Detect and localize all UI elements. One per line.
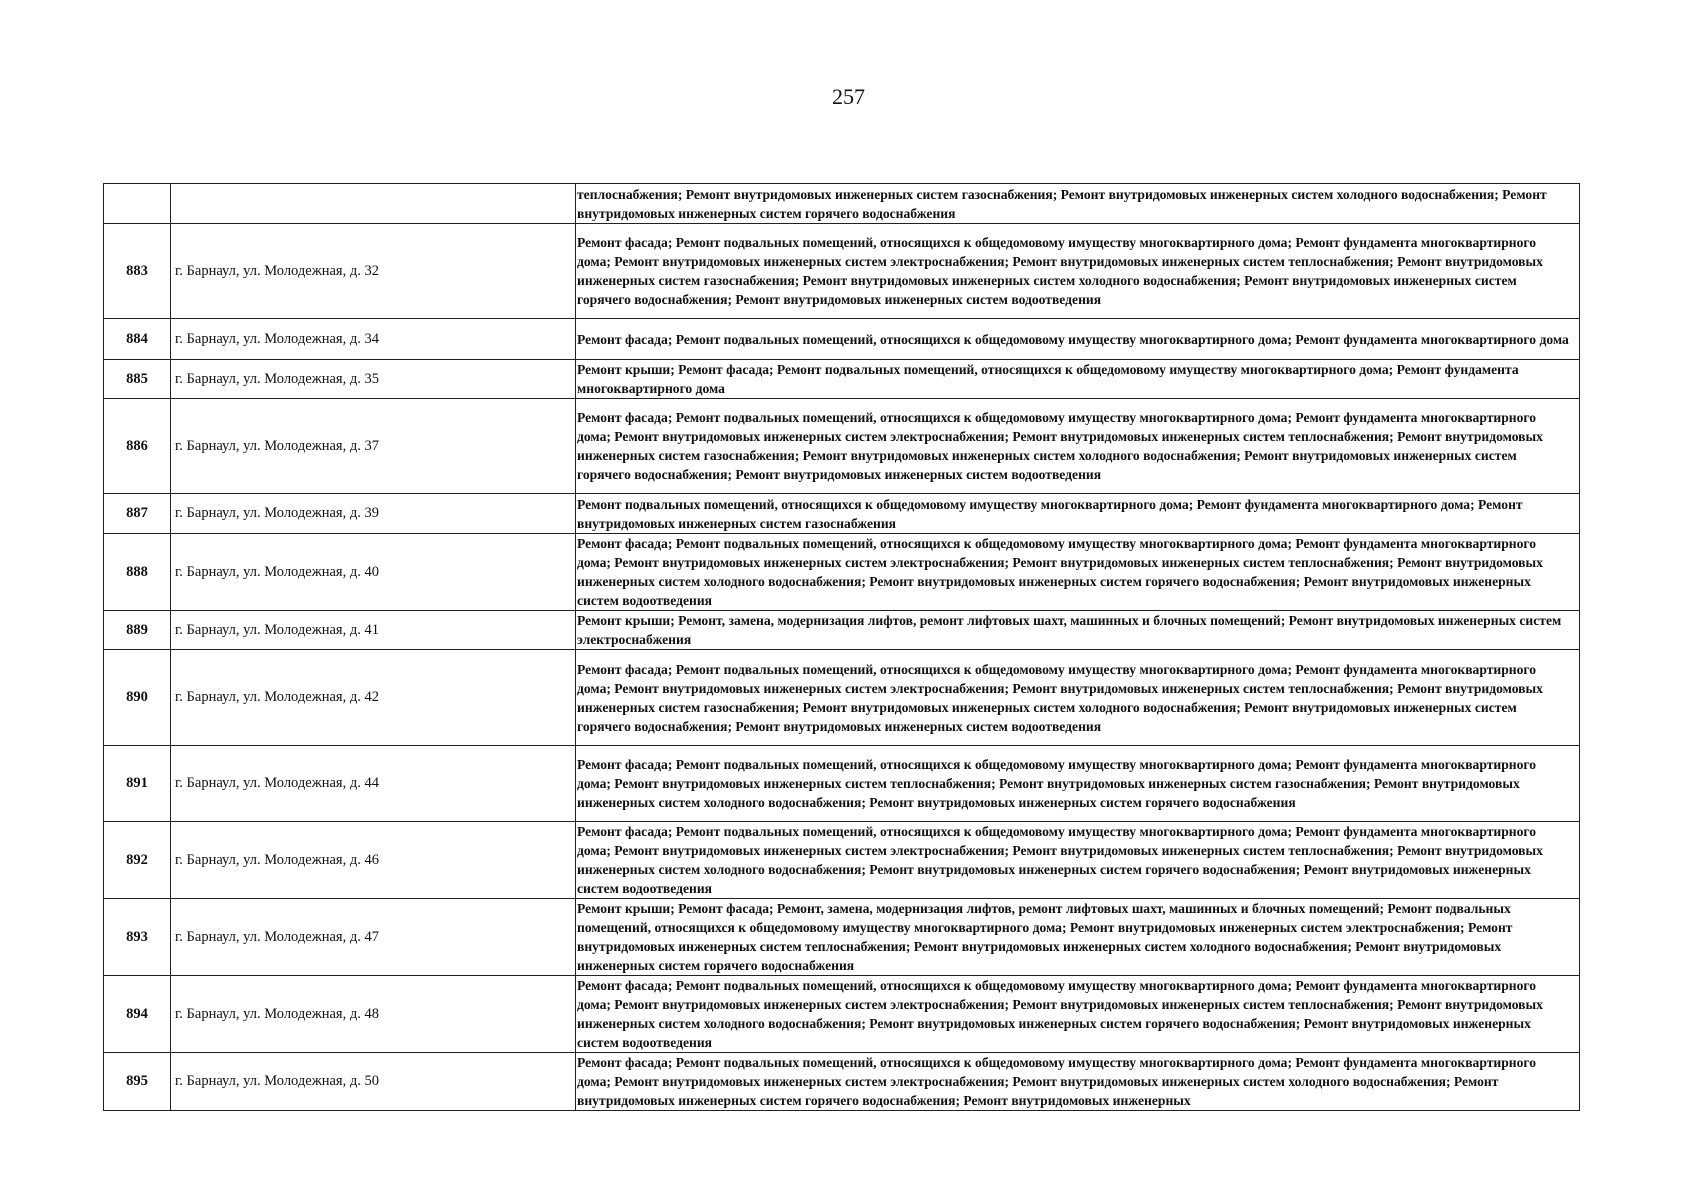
row-works: Ремонт фасада; Ремонт подвальных помещений, относящихся к общедомовому имуществу многоквартирного дома; Ремонт фундамента многоквартирного дома; Ремонт внутридомовых инженерных систем электроснабжения; Ремонт внутридомовых инженерных систем теплоснабжения; Ремонт внутридомовых инженерных систем холодного водоснабжения; Ремонт внутридомовых инженерных систем горячего водоснабжения; Ремонт внутридомовых инженерных систем водоотведения: [576, 822, 1580, 899]
table-row: [104, 611, 1580, 650]
table-row: [104, 399, 1580, 494]
row-number: 889: [104, 611, 171, 650]
row-address: г. Барнаул, ул. Молодежная, д. 40: [171, 534, 576, 611]
row-address: г. Барнаул, ул. Молодежная, д. 35: [171, 360, 576, 399]
row-address: г. Барнаул, ул. Молодежная, д. 50: [171, 1053, 576, 1111]
row-number: 886: [104, 399, 171, 494]
row-number: 892: [104, 822, 171, 899]
row-works: Ремонт крыши; Ремонт фасада; Ремонт, замена, модернизация лифтов, ремонт лифтовых шахт, машинных и блочных помещений; Ремонт подвальных помещений, относящихся к общедомовому имуществу многоквартирного дома; Ремонт внутридомовых инженерных систем электроснабжения; Ремонт внутридомовых инженерных систем теплоснабжения; Ремонт внутридомовых инженерных систем холодного водоснабжения; Ремонт внутридомовых инженерных систем горячего водоснабжения: [576, 899, 1580, 976]
row-number: 887: [104, 494, 171, 534]
row-address: г. Барнаул, ул. Молодежная, д. 44: [171, 746, 576, 822]
row-works: Ремонт фасада; Ремонт подвальных помещений, относящихся к общедомовому имуществу многоквартирного дома; Ремонт фундамента многоквартирного дома; Ремонт внутридомовых инженерных систем теплоснабжения; Ремонт внутридомовых инженерных систем газоснабжения; Ремонт внутридомовых инженерных систем холодного водоснабжения; Ремонт внутридомовых инженерных систем горячего водоснабжения: [576, 746, 1580, 822]
table-row: [104, 899, 1580, 976]
row-number: [104, 184, 171, 224]
row-works: Ремонт фасада; Ремонт подвальных помещений, относящихся к общедомовому имуществу многоквартирного дома; Ремонт фундамента многоквартирного дома: [576, 319, 1580, 360]
row-address: г. Барнаул, ул. Молодежная, д. 41: [171, 611, 576, 650]
table-row: [104, 224, 1580, 319]
table-row: [104, 976, 1580, 1053]
row-address: г. Барнаул, ул. Молодежная, д. 48: [171, 976, 576, 1053]
row-address: г. Барнаул, ул. Молодежная, д. 37: [171, 399, 576, 494]
row-number: 894: [104, 976, 171, 1053]
table-row: [104, 360, 1580, 399]
table-row: [104, 494, 1580, 534]
row-number: 883: [104, 224, 171, 319]
table-row: [104, 319, 1580, 360]
row-address: г. Барнаул, ул. Молодежная, д. 32: [171, 224, 576, 319]
row-works: Ремонт крыши; Ремонт, замена, модернизация лифтов, ремонт лифтовых шахт, машинных и блочных помещений; Ремонт внутридомовых инженерных систем электроснабжения: [576, 611, 1580, 650]
repair-works-table: [103, 183, 1580, 1111]
row-number: 890: [104, 650, 171, 746]
table-row: [104, 184, 1580, 224]
table-row: [104, 746, 1580, 822]
row-address: г. Барнаул, ул. Молодежная, д. 39: [171, 494, 576, 534]
row-address: г. Барнаул, ул. Молодежная, д. 47: [171, 899, 576, 976]
row-number: 885: [104, 360, 171, 399]
row-works: Ремонт фасада; Ремонт подвальных помещений, относящихся к общедомовому имуществу многоквартирного дома; Ремонт фундамента многоквартирного дома; Ремонт внутридомовых инженерных систем электроснабжения; Ремонт внутридомовых инженерных систем холодного водоснабжения; Ремонт внутридомовых инженерных систем горячего водоснабжения; Ремонт внутридомовых инженерных: [576, 1053, 1580, 1111]
row-works: Ремонт фасада; Ремонт подвальных помещений, относящихся к общедомовому имуществу многоквартирного дома; Ремонт фундамента многоквартирного дома; Ремонт внутридомовых инженерных систем электроснабжения; Ремонт внутридомовых инженерных систем теплоснабжения; Ремонт внутридомовых инженерных систем газоснабжения; Ремонт внутридомовых инженерных систем холодного водоснабжения; Ремонт внутридомовых инженерных систем горячего водоснабжения; Ремонт внутридомовых инженерных систем водоотведения: [576, 650, 1580, 746]
row-address: г. Барнаул, ул. Молодежная, д. 46: [171, 822, 576, 899]
row-works: Ремонт крыши; Ремонт фасада; Ремонт подвальных помещений, относящихся к общедомовому имуществу многоквартирного дома; Ремонт фундамента многоквартирного дома: [576, 360, 1580, 399]
row-number: 884: [104, 319, 171, 360]
page-number: 257: [832, 84, 865, 109]
row-number: 888: [104, 534, 171, 611]
row-number: 895: [104, 1053, 171, 1111]
row-works: Ремонт фасада; Ремонт подвальных помещений, относящихся к общедомовому имуществу многоквартирного дома; Ремонт фундамента многоквартирного дома; Ремонт внутридомовых инженерных систем электроснабжения; Ремонт внутридомовых инженерных систем теплоснабжения; Ремонт внутридомовых инженерных систем газоснабжения; Ремонт внутридомовых инженерных систем холодного водоснабжения; Ремонт внутридомовых инженерных систем горячего водоснабжения; Ремонт внутридомовых инженерных систем водоотведения: [576, 399, 1580, 494]
row-number: 893: [104, 899, 171, 976]
row-works: Ремонт фасада; Ремонт подвальных помещений, относящихся к общедомовому имуществу многоквартирного дома; Ремонт фундамента многоквартирного дома; Ремонт внутридомовых инженерных систем электроснабжения; Ремонт внутридомовых инженерных систем теплоснабжения; Ремонт внутридомовых инженерных систем холодного водоснабжения; Ремонт внутридомовых инженерных систем горячего водоснабжения; Ремонт внутридомовых инженерных систем водоотведения: [576, 976, 1580, 1053]
table-row: [104, 650, 1580, 746]
row-number: 891: [104, 746, 171, 822]
row-address: г. Барнаул, ул. Молодежная, д. 34: [171, 319, 576, 360]
table-row: [104, 1053, 1580, 1111]
row-works: Ремонт фасада; Ремонт подвальных помещений, относящихся к общедомовому имуществу многоквартирного дома; Ремонт фундамента многоквартирного дома; Ремонт внутридомовых инженерных систем электроснабжения; Ремонт внутридомовых инженерных систем теплоснабжения; Ремонт внутридомовых инженерных систем газоснабжения; Ремонт внутридомовых инженерных систем холодного водоснабжения; Ремонт внутридомовых инженерных систем горячего водоснабжения; Ремонт внутридомовых инженерных систем водоотведения: [576, 224, 1580, 319]
row-address: [171, 184, 576, 224]
row-works: Ремонт фасада; Ремонт подвальных помещений, относящихся к общедомовому имуществу многоквартирного дома; Ремонт фундамента многоквартирного дома; Ремонт внутридомовых инженерных систем электроснабжения; Ремонт внутридомовых инженерных систем теплоснабжения; Ремонт внутридомовых инженерных систем холодного водоснабжения; Ремонт внутридомовых инженерных систем горячего водоснабжения; Ремонт внутридомовых инженерных систем водоотведения: [576, 534, 1580, 611]
table-row: [104, 534, 1580, 611]
row-works: Ремонт подвальных помещений, относящихся к общедомовому имуществу многоквартирного дома; Ремонт фундамента многоквартирного дома; Ремонт внутридомовых инженерных систем газоснабжения: [576, 494, 1580, 534]
row-address: г. Барнаул, ул. Молодежная, д. 42: [171, 650, 576, 746]
row-works: теплоснабжения; Ремонт внутридомовых инженерных систем газоснабжения; Ремонт внутридомовых инженерных систем холодного водоснабжения; Ремонт внутридомовых инженерных систем горячего водоснабжения: [576, 184, 1580, 224]
table-row: [104, 822, 1580, 899]
